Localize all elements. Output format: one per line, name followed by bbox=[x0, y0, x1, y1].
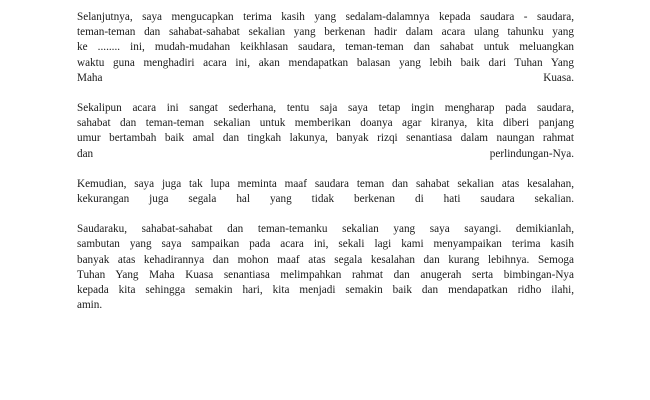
text-line: sahabat dan teman-teman sekalian untuk memberikan doanya agar kiranya, kita diberi panjang bbox=[77, 117, 574, 130]
text-line: waktu guna menghadiri acara ini, akan mendapatkan balasan yang lebih baik dari Tuhan Yang bbox=[77, 56, 574, 69]
text-line: Tuhan Yang Maha Kuasa senantiasa melimpahkan rahmat dan anugerah serta bimbingan-Nya bbox=[77, 268, 574, 281]
text-line: kepada kita sehingga semakin hari, kita menjadi semakin baik dan mendapatkan ridho ilahi, bbox=[77, 284, 574, 297]
document-body bbox=[77, 10, 574, 328]
text-line: sambutan yang saya sampaikan pada acara ini, sekali lagi kami menyampaikan terima kasih bbox=[77, 238, 574, 251]
paragraph-prayer bbox=[77, 101, 574, 162]
text-line: Kemudian, saya juga tak lupa meminta maaf saudara teman dan sahabat sekalian atas kesalahan, bbox=[77, 177, 574, 190]
text-line: dan perlindungan-Nya. bbox=[77, 147, 574, 160]
text-line: ke ........ ini, mudah-mudahan keikhlasan saudara, teman-teman dan sahabat untuk meluangkan bbox=[77, 41, 574, 54]
text-line: Saudaraku, sahabat-sahabat dan teman-temanku sekalian yang saya sayangi. demikianlah, bbox=[77, 223, 574, 236]
paragraph-apology bbox=[77, 177, 574, 207]
text-line: banyak atas kehadirannya dan mohon maaf atas segala kesalahan dan kurang lebihnya. Semoga bbox=[77, 253, 574, 266]
text-line: teman-teman dan sahabat-sahabat sekalian yang berkenan hadir dalam acara ulang tahunku yang bbox=[77, 26, 574, 39]
text-line: Selanjutnya, saya mengucapkan terima kasih yang sedalam-dalamnya kepada saudara - saudara, bbox=[77, 11, 574, 23]
text-line: amin. bbox=[77, 299, 103, 312]
text-line: kekurangan juga segala hal yang tidak berkenan di hati saudara sekalian. bbox=[77, 193, 574, 206]
text-line: Sekalipun acara ini sangat sederhana, tentu saja saya tetap ingin mengharap pada saudara, bbox=[77, 102, 574, 115]
paragraph-thanks bbox=[77, 10, 574, 86]
paragraph-closing bbox=[77, 222, 574, 313]
text-line: Maha Kuasa. bbox=[77, 71, 574, 84]
text-line: umur bertambah baik amal dan tingkah lakunya, banyak rizqi senantiasa dalam naungan rahmat bbox=[77, 132, 574, 145]
